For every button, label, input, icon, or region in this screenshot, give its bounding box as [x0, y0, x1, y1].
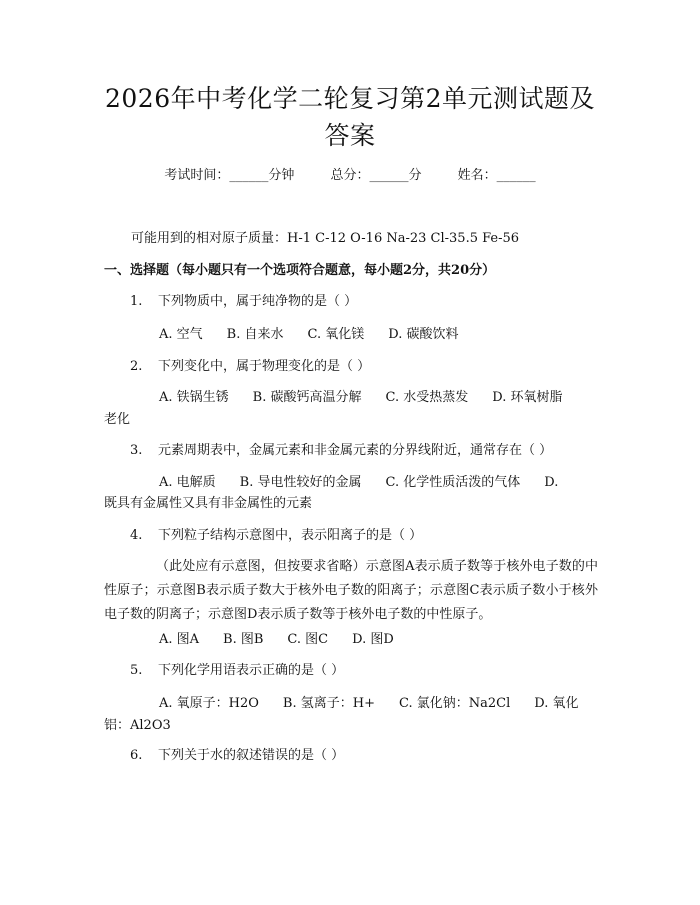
title-line-1: 2026年中考化学二轮复习第2单元测试题及: [104, 84, 596, 113]
question-3-options-continued: 既具有金属性又具有非金属性的元素: [104, 496, 313, 511]
question-5-options-continued: 铝：Al2O3: [104, 718, 171, 733]
option-d: D.: [544, 475, 559, 490]
option-d: D. 碳酸饮料: [388, 327, 459, 342]
question-1-options: [159, 325, 659, 345]
option-d: D. 图D: [352, 632, 394, 647]
document-title: [60, 80, 640, 154]
option-b: B. 自来水: [226, 327, 284, 342]
question-number: 5.: [130, 663, 143, 678]
option-c: C. 水受热蒸发: [385, 390, 469, 405]
question-5: [130, 661, 630, 681]
question-1: [130, 292, 630, 312]
question-text: 下列变化中，属于物理变化的是（ ）: [158, 359, 371, 374]
question-text: 元素周期表中，金属元素和非金属元素的分界线附近，通常存在（ ）: [158, 443, 553, 458]
option-a: A. 图A: [159, 632, 200, 647]
option-c: C. 氧化镁: [307, 327, 365, 342]
option-c: C. 化学性质活泼的气体: [385, 475, 521, 490]
question-4-description: （此处应有示意图，但按要求省略）示意图A表示质子数等于核外电子数的中性原子；示意图B表示质子数大于核外电子数的阳离子；示意图C表示质子数小于核外电子数的阴离子；示意图D表示质子数等于核外电子数的中性原子。: [104, 559, 598, 622]
option-b: B. 碳酸钙高温分解: [252, 390, 362, 405]
question-2-options: [159, 388, 659, 408]
question-text: 下列关于水的叙述错误的是（ ）: [158, 748, 345, 763]
question-3-options: [159, 473, 659, 493]
option-d: D. 环氧树脂: [492, 390, 563, 405]
option-a: A. 空气: [159, 327, 203, 342]
option-a: A. 铁锅生锈: [159, 390, 229, 405]
question-6: [130, 746, 630, 766]
option-c: C. 氯化钠：Na2Cl: [398, 696, 511, 711]
question-3: [130, 441, 630, 461]
option-a: A. 电解质: [159, 475, 216, 490]
option-d: D. 氧化: [534, 696, 579, 711]
option-b: B. 氢离子：H+: [282, 696, 375, 711]
exam-meta: [0, 166, 700, 186]
question-text: 下列化学用语表示正确的是（ ）: [158, 663, 345, 678]
atomic-masses: 可能用到的相对原子质量：H-1 C-12 O-16 Na-23 Cl-35.5 Fe-56: [131, 231, 520, 246]
option-b: B. 导电性较好的金属: [239, 475, 362, 490]
question-number: 6.: [130, 748, 143, 763]
section-title: 一、选择题（每小题只有一个选项符合题意，每小题2分，共20分）: [104, 263, 496, 278]
question-number: 4.: [130, 528, 143, 543]
name-field: 姓名：______: [457, 168, 536, 183]
option-c: C. 图C: [287, 632, 329, 647]
question-2-options-continued: 老化: [104, 412, 131, 427]
title-line-2: 答案: [324, 121, 376, 150]
question-number: 2.: [130, 359, 143, 374]
question-number: 1.: [130, 294, 143, 309]
question-2: [130, 357, 630, 377]
exam-time-field: 考试时间：______分钟: [164, 168, 295, 183]
question-text: 下列粒子结构示意图中，表示阳离子的是（ ）: [158, 528, 423, 543]
question-5-options: [159, 694, 659, 714]
question-text: 下列物质中，属于纯净物的是（ ）: [158, 294, 358, 309]
option-a: A. 氧原子：H2O: [159, 696, 259, 711]
question-number: 3.: [130, 443, 143, 458]
option-b: B. 图B: [223, 632, 264, 647]
question-4: [130, 526, 630, 546]
question-4-options: [159, 630, 659, 650]
total-score-field: 总分：______分: [330, 168, 422, 183]
